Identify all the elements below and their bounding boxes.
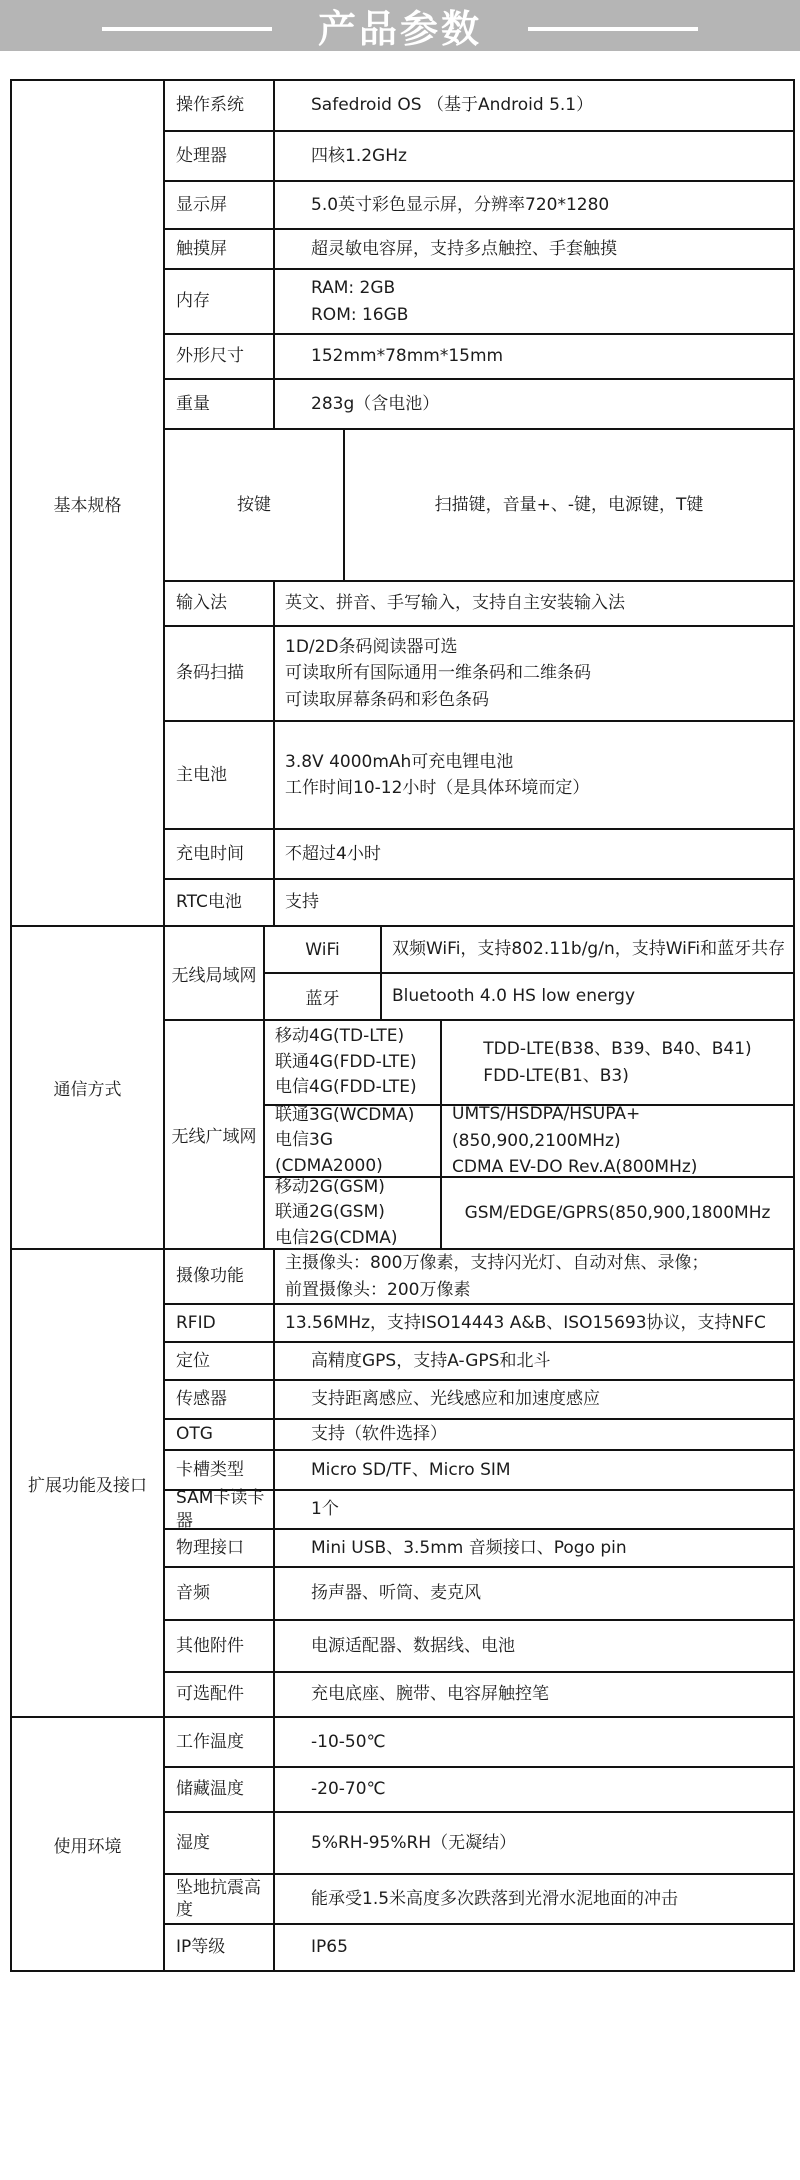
spec-label: WiFi: [265, 927, 382, 972]
row-weight: [165, 380, 793, 430]
spec-label: 卡槽类型: [165, 1451, 275, 1489]
spec-value: Bluetooth 4.0 HS low energy: [392, 986, 636, 1007]
page-title: 产品参数: [317, 7, 482, 51]
spec-value: RAM: 2GB ROM: 16GB: [311, 278, 409, 325]
row-rfid: [165, 1305, 793, 1343]
row-gps: [165, 1343, 793, 1381]
spec-label: RTC电池: [165, 880, 275, 925]
spec-value: 支持: [285, 892, 319, 913]
section-communication: [12, 927, 793, 1250]
spec-value: 不超过4小时: [285, 843, 381, 864]
row-cpu: [165, 132, 793, 182]
row-storage-temp: [165, 1768, 793, 1813]
row-audio: [165, 1568, 793, 1621]
section-label: 使用环境: [12, 1718, 165, 1970]
row-ip-rating: [165, 1925, 793, 1970]
spec-label: SAM卡读卡器: [165, 1491, 275, 1528]
spec-label: 可选配件: [165, 1673, 275, 1716]
section-label: 扩展功能及接口: [12, 1250, 165, 1716]
spec-label: 蓝牙: [265, 974, 382, 1019]
row-operating-temp: [165, 1718, 793, 1768]
spec-value: 主摄像头：800万像素，支持闪光灯、自动对焦、录像； 前置摄像头：200万像素: [285, 1253, 709, 1300]
section-label: 通信方式: [12, 927, 165, 1248]
row-barcode: [165, 627, 793, 722]
spec-value: 5%RH-95%RH（无凝结）: [311, 1832, 517, 1853]
row-card-slots: [165, 1451, 793, 1491]
spec-value: 5.0英寸彩色显示屏，分辨率720*1280: [311, 194, 610, 215]
spec-label: 主电池: [165, 722, 275, 828]
row-optional-accessories: [165, 1673, 793, 1716]
section-extended-functions: [12, 1250, 793, 1718]
spec-value: 电源适配器、数据线、电池: [311, 1635, 515, 1656]
spec-label: 联通3G(WCDMA) 电信3G (CDMA2000): [265, 1106, 442, 1176]
spec-label: 物理接口: [165, 1530, 275, 1566]
spec-value: -10-50℃: [311, 1731, 386, 1752]
spec-value: 超灵敏电容屏，支持多点触控、手套触摸: [311, 238, 617, 259]
row-display: [165, 182, 793, 230]
spec-label: 坠地抗震高度: [165, 1875, 275, 1923]
row-wifi: [265, 927, 793, 974]
row-charge-time: [165, 830, 793, 880]
spec-label: 其他附件: [165, 1621, 275, 1671]
spec-value: 扬声器、听筒、麦克风: [311, 1583, 481, 1604]
spec-value: -20-70℃: [311, 1779, 386, 1800]
spec-label: 处理器: [165, 132, 275, 180]
spec-value: 能承受1.5米高度多次跌落到光滑水泥地面的冲击: [311, 1888, 679, 1909]
group-label: 无线广域网: [165, 1021, 265, 1248]
row-drop-height: [165, 1875, 793, 1925]
spec-label: 按键: [165, 430, 345, 580]
spec-value: UMTS/HSDPA/HSUPA+(850,900,2100MHz) CDMA EV-DO Rev.A(800MHz): [452, 1104, 698, 1178]
spec-value: 1个: [311, 1499, 339, 1520]
spec-value: IP65: [311, 1937, 348, 1958]
spec-value: 支持距离感应、光线感应和加速度感应: [311, 1389, 600, 1410]
row-bluetooth: [265, 974, 793, 1019]
section-environment: [12, 1718, 793, 1970]
spec-label: 条码扫描: [165, 627, 275, 720]
spec-label: 外形尺寸: [165, 335, 275, 378]
spec-label: 触摸屏: [165, 230, 275, 268]
row-rtc-battery: [165, 880, 793, 925]
spec-label: 输入法: [165, 582, 275, 625]
spec-value: 283g（含电池）: [311, 393, 440, 414]
row-touchscreen: [165, 230, 793, 270]
section-basic-specs: [12, 81, 793, 927]
spec-label: 显示屏: [165, 182, 275, 228]
row-buttons: [165, 430, 793, 582]
spec-label: 传感器: [165, 1381, 275, 1418]
spec-value: 扫描键，音量+、-键，电源键，T键: [434, 494, 704, 515]
spec-value: Mini USB、3.5mm 音频接口、Pogo pin: [311, 1537, 627, 1558]
spec-value: 3.8V 4000mAh可充电锂电池 工作时间10-12小时（是具体环境而定）: [285, 751, 590, 798]
spec-value: 高精度GPS，支持A-GPS和北斗: [311, 1350, 551, 1371]
spec-label: 移动2G(GSM) 联通2G(GSM) 电信2G(CDMA): [265, 1178, 442, 1248]
group-wlan: [165, 927, 793, 1021]
row-sensors: [165, 1381, 793, 1420]
spec-value: GSM/EDGE/GPRS(850,900,1800MHz: [464, 1202, 771, 1223]
row-input-method: [165, 582, 793, 627]
row-3g: [265, 1106, 793, 1178]
spec-label: 定位: [165, 1343, 275, 1379]
title-band: [0, 0, 800, 51]
row-camera: [165, 1250, 793, 1305]
spec-label: 操作系统: [165, 81, 275, 130]
spec-label: 音频: [165, 1568, 275, 1619]
spec-label: 充电时间: [165, 830, 275, 878]
title-right-rule: [528, 27, 698, 31]
spec-label: 移动4G(TD-LTE) 联通4G(FDD-LTE) 电信4G(FDD-LTE): [265, 1021, 442, 1104]
row-accessories: [165, 1621, 793, 1673]
spec-value: 充电底座、腕带、电容屏触控笔: [311, 1684, 549, 1705]
row-humidity: [165, 1813, 793, 1875]
row-4g: [265, 1021, 793, 1106]
row-memory: [165, 270, 793, 335]
row-ports: [165, 1530, 793, 1568]
spec-label: 湿度: [165, 1813, 275, 1873]
spec-label: IP等级: [165, 1925, 275, 1970]
spec-label: 摄像功能: [165, 1250, 275, 1303]
spec-value: 英文、拼音、手写输入，支持自主安装输入法: [285, 593, 625, 614]
spec-value: 152mm*78mm*15mm: [311, 346, 504, 367]
spec-label: OTG: [165, 1420, 275, 1449]
row-sam-reader: [165, 1488, 793, 1531]
spec-value: Micro SD/TF、Micro SIM: [311, 1459, 511, 1480]
spec-value: 支持（软件选择）: [311, 1424, 447, 1445]
spec-label: 储藏温度: [165, 1768, 275, 1811]
row-main-battery: [165, 722, 793, 830]
spec-value: Safedroid OS （基于Android 5.1）: [311, 95, 594, 116]
row-2g: [265, 1178, 793, 1248]
spec-label: 重量: [165, 380, 275, 428]
spec-table: [10, 79, 795, 1972]
group-wwan: [165, 1021, 793, 1248]
row-os: [165, 81, 793, 132]
group-label: 无线局域网: [165, 927, 265, 1019]
spec-value: 13.56MHz，支持ISO14443 A&B、ISO15693协议，支持NFC: [285, 1312, 766, 1333]
spec-value: 1D/2D条码阅读器可选 可读取所有国际通用一维条码和二维条码 可读取屏幕条码和彩色条码: [285, 636, 591, 710]
title-left-rule: [102, 27, 272, 31]
section-label: 基本规格: [12, 81, 165, 925]
spec-value: 双频WiFi，支持802.11b/g/n，支持WiFi和蓝牙共存: [392, 939, 786, 960]
spec-value: 四核1.2GHz: [311, 145, 407, 166]
spec-label: 工作温度: [165, 1718, 275, 1766]
row-otg: [165, 1420, 793, 1451]
spec-label: 内存: [165, 270, 275, 333]
row-dimensions: [165, 335, 793, 380]
spec-label: RFID: [165, 1305, 275, 1341]
spec-value: TDD-LTE(B38、B39、B40、B41) FDD-LTE(B1、B3): [483, 1039, 752, 1086]
